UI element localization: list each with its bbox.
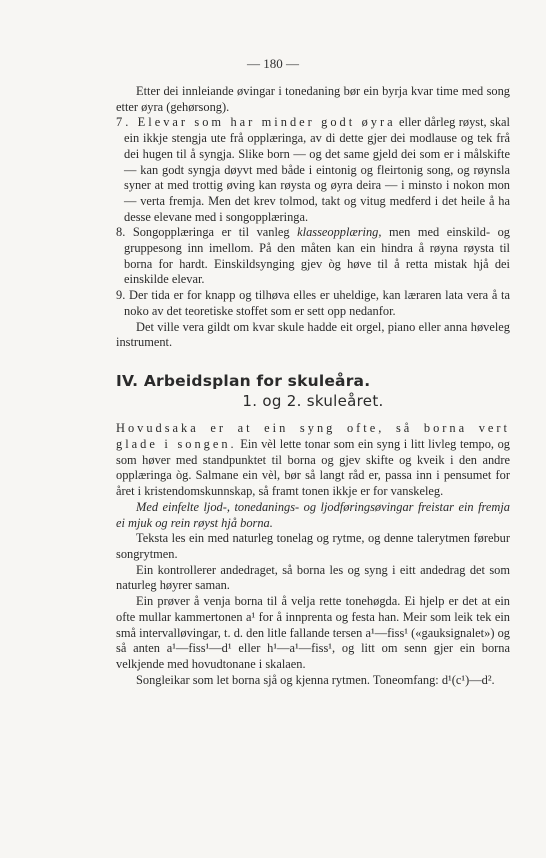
- item-7-emphasis: 7. Elevar som har minder godt øyra: [116, 115, 396, 130]
- songgame-paragraph: Songleikar som let borna sjå og kjenna rytmen. Toneomfang: d¹(c¹)—d².: [136, 672, 495, 687]
- page-number: — 180 —: [247, 56, 299, 71]
- main-emphasis: Hovudsaka er at ein syng ofte, så borna vert glade i songen.: [116, 421, 510, 452]
- body-text: [116, 84, 510, 688]
- italic-text: Med einfelte ljod-, tonedanings- og ljodføringsøvingar freistar ein fremja ei mjuk og rein røyst hjå borna.: [116, 499, 510, 530]
- item-7-text: eller dårleg røyst, skal ein ikkje stengja ute frå opplæringa, av di dette gjer dei modlause og tek frå dei hugen til å syngja. Slike born — og det same gjeld dei som er i målskifte — kan godt syngja døyvt med både i eintonig og fleirtonig song, og røynsla syner at med trottig øving kan røysta og øyra deira — i minsto i nokon mon — verta fremja. Men det krev tolmod, takt og vitug medferd i det heile å ha desse elevane med i songopplæringa.: [124, 115, 510, 224]
- section-heading: IV. Arbeidsplan for skuleåra.: [116, 371, 371, 390]
- main-paragraph: [116, 421, 510, 500]
- list-item-9: 9. Der tida er for knapp og tilhøva elles er uheldige, kan læraren lata vera å ta noko av det teoretiske stoffet som er sett opp nedanfor.: [116, 288, 510, 318]
- breath-paragraph: Ein kontrollerer andedraget, så borna les og syng i eitt andedrag det som naturleg høyrer saman.: [116, 562, 510, 593]
- section-subheading: 1. og 2. skuleåret.: [242, 391, 384, 410]
- text-paragraph: Teksta les ein med naturleg tonelag og rytme, og denne talerytmen førebur songrytmen.: [116, 531, 510, 561]
- pitch-paragraph: Ein prøver å venja borna til å velja rette tonehøgda. Ei hjelp er det at ein ofte mullar kammertonen a¹ for å innprenta og festa han. Meir som leik tek ein små intervalløvingar, t. d. den litle fallande tersen a¹—fiss¹ («gauksignalet») og så anten a¹—fiss¹—d¹ eller h¹—a¹—fiss¹, og litt om senn gjer ein borna velkjende med hovudtonane i skalaen.: [116, 594, 510, 671]
- main-text: Ein vèl lette tonar som ein syng i litt livleg tempo, og som høver med standpunktet til borna og gjev skifte og kveik i den andre opplæringa òg. Salmane ein vèl, bør så langt råd er, passa inn i pensumet for året i kristendomskunnskap, så framt tonen ikkje er for vanskeleg.: [116, 437, 510, 499]
- list-item-7: [116, 115, 510, 225]
- instrument-paragraph: Det ville vera gildt om kvar skule hadde eit orgel, piano eller anna høveleg instrument.: [116, 319, 510, 350]
- italic-paragraph: [116, 500, 510, 531]
- list-item-8: [116, 225, 510, 288]
- item-8-start: 8. Songopplæringa er til vanleg: [116, 225, 298, 240]
- intro-paragraph: Etter dei innleiande øvingar i tonedaning bør ein byrja kvar time med song etter øyra (gehørsong).: [116, 84, 510, 114]
- item-8-text: men med einskild- og gruppesong inn imellom. På den måten kan ein hindra å røyna røysta til borna for hardt. Einskildsynging gjev òg høve til å retta mistak hjå dei einskilde elevar.: [124, 225, 510, 287]
- item-8-italic: klasseopplæring,: [297, 225, 382, 240]
